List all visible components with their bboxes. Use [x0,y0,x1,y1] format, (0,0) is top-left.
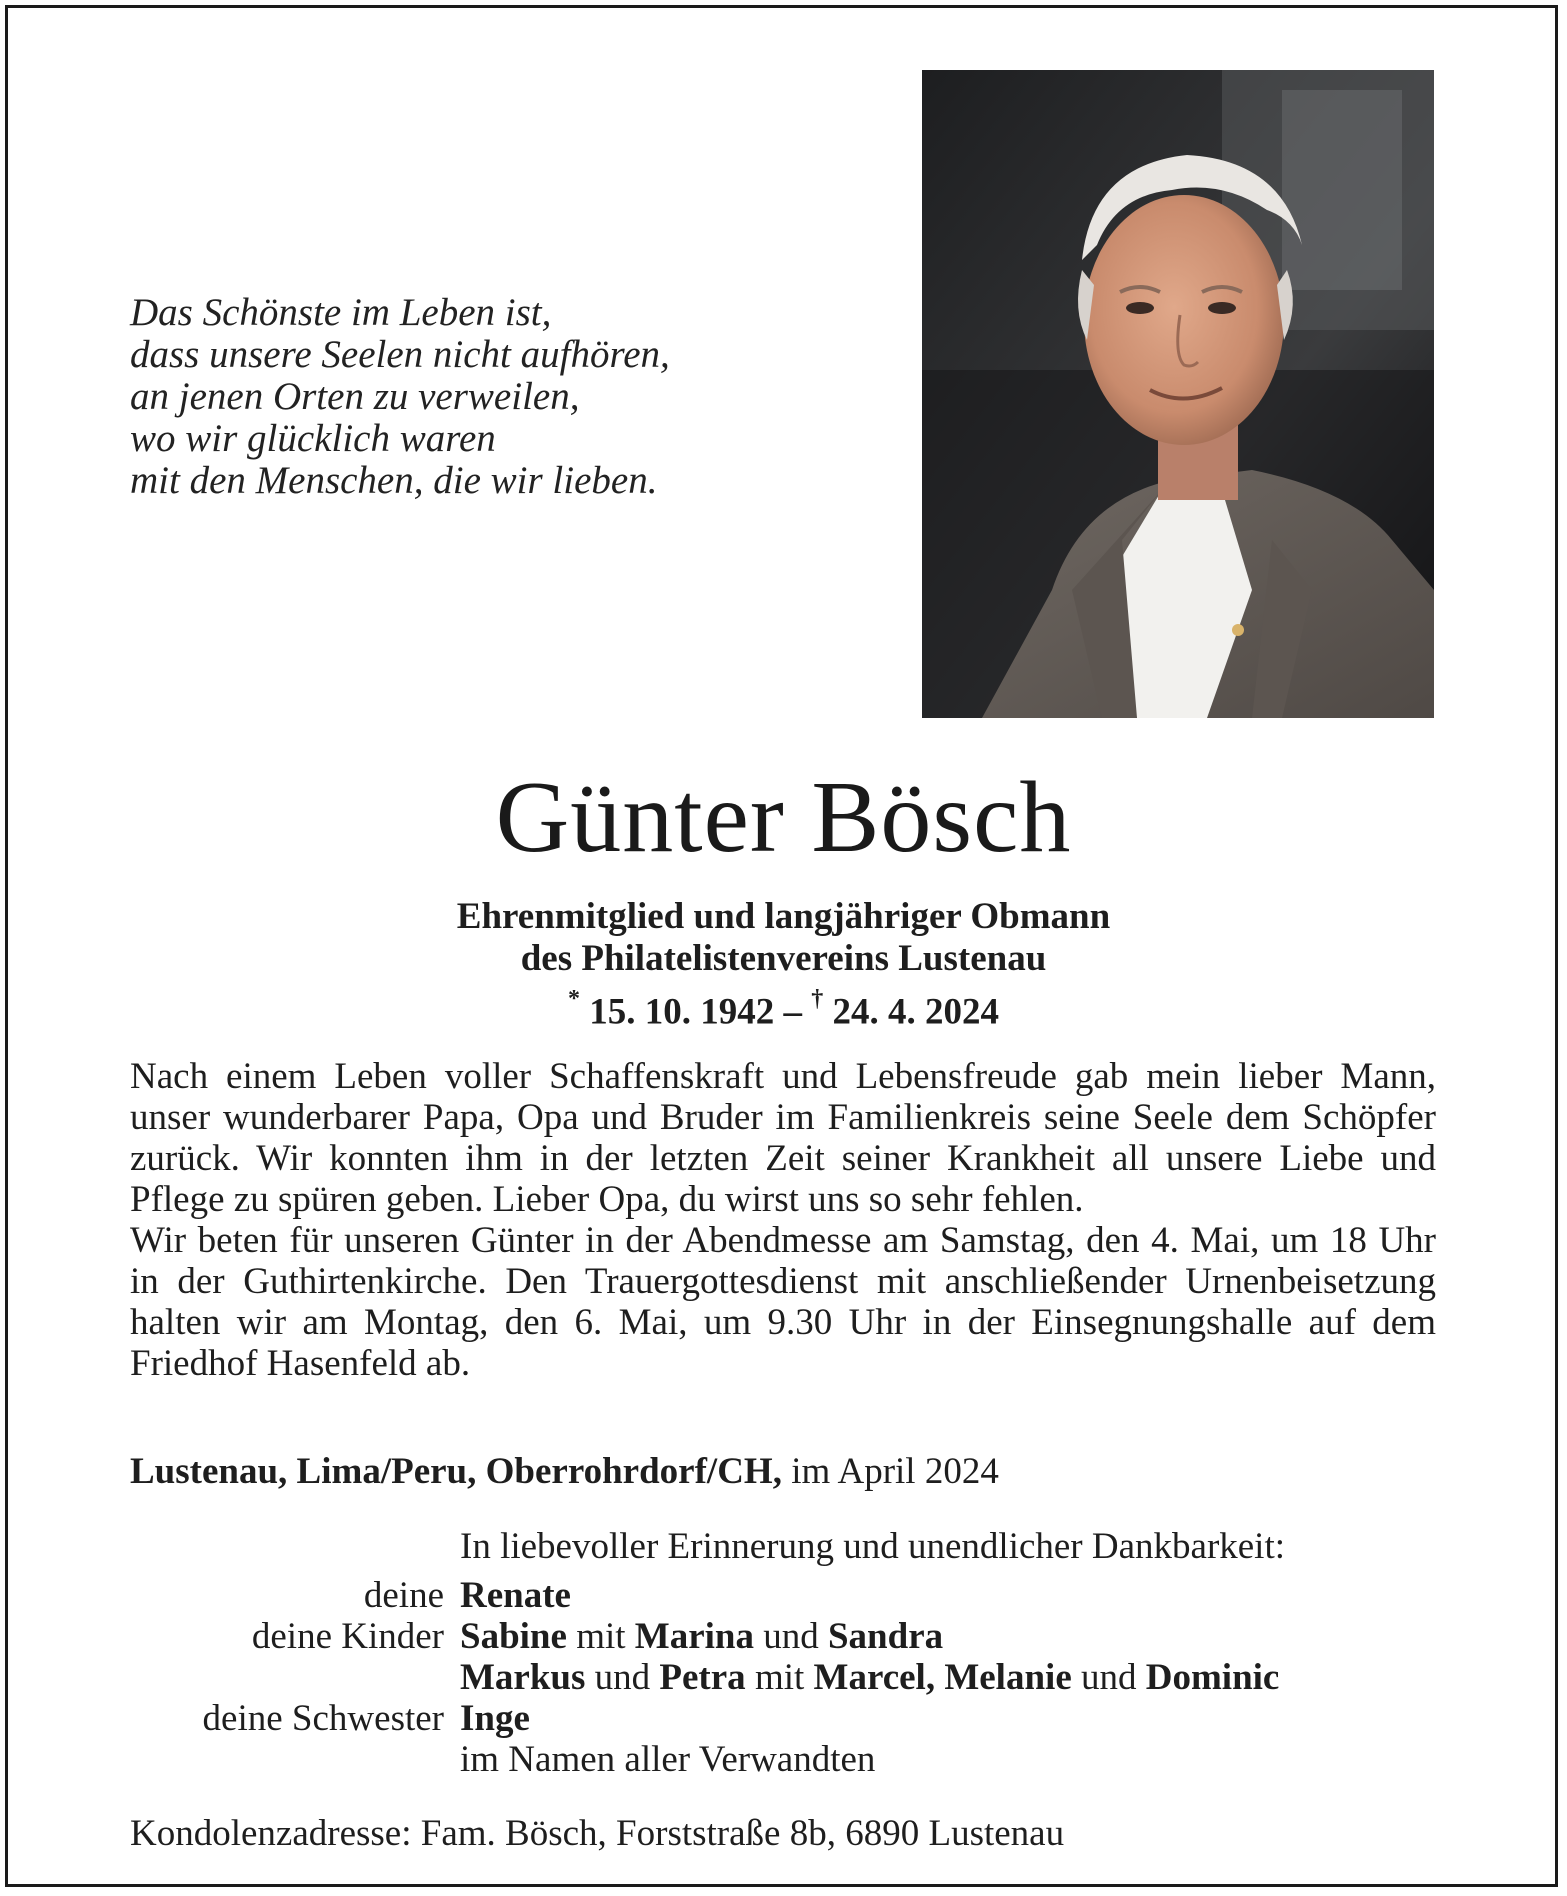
mourner-name: Markus [460,1657,586,1698]
relation-label [0,1739,460,1780]
mourner-name: Marina [634,1616,754,1657]
mourner-name: Sandra [827,1616,944,1657]
announcement-paragraph: Nach einem Leben voller Schaffenskraft und Lebensfreude gab mein lieber Mann, unser wunderbarer Papa, Opa und Bruder im Familienkreis seine Seele dem Schöpfer zurück. Wir konnten ihm in der letzten Zeit seiner Krankheit all unsere Liebe und Pflege zu spüren geben. Lieber Opa, du wirst uns so sehr fehlen. [130,1056,1436,1220]
deceased-name: Günter Bösch [495,761,1072,874]
mourner-row [0,1657,1567,1698]
quote-line: mit den Menschen, die wir lieben. [130,459,658,502]
birth-symbol: * [568,986,580,1012]
condolence-address: Kondolenzadresse: Fam. Bösch, Forststraße 8b, 6890 Lustenau [130,1813,1065,1854]
mourner-name: Dominic [1145,1657,1280,1698]
mourner-row [0,1739,1567,1780]
mourner-row [0,1575,1567,1616]
life-dates [0,982,1567,1033]
mourner-name: Sabine [460,1616,567,1657]
connector-text: und [585,1657,660,1698]
connector-text: mit [745,1657,814,1698]
mourner-name: Petra [659,1657,746,1698]
place-date-line [130,1451,999,1493]
connector-text: und [753,1616,828,1657]
birth-date: 15. 10. 1942 [589,991,775,1033]
quote-line: wo wir glücklich waren [130,417,496,460]
relatives-note: im Namen aller Verwandten [460,1739,876,1780]
month-year: im April 2024 [781,1451,999,1492]
announcement-paragraph: Wir beten für unseren Günter in der Abendmesse am Samstag, den 4. Mai, um 18 Uhr in der Guthirtenkirche. Den Trauergottesdienst mit anschließender Urnenbeisetzung halten wir am Montag, den 6. Mai, um 9.30 Uhr in der Einsegnungshalle auf dem Friedhof Hasenfeld ab. [130,1220,1436,1384]
title-line: Ehrenmitglied und langjähriger Obmann [456,896,1111,937]
quote-line: an jenen Orten zu verweilen, [130,375,580,418]
date-separator: – [774,991,812,1033]
quote-line: Das Schönste im Leben ist, [130,291,552,334]
death-symbol: † [811,986,824,1012]
mourner-row [0,1616,1567,1657]
mourner-name: Inge [460,1698,530,1739]
memorial-quote [130,292,830,502]
quote-line: dass unsere Seelen nicht aufhören, [130,333,670,376]
relation-label: deine Kinder [251,1616,444,1657]
relation-label: deine [363,1575,444,1616]
places: Lustenau, Lima/Peru, Oberrohrdorf/CH, [130,1451,782,1492]
portrait-illustration [922,70,1434,718]
relation-label: deine Schwester [202,1698,444,1739]
mourner-name: Marcel, Melanie [813,1657,1072,1698]
memory-line: In liebevoller Erinnerung und unendlicher Dankbarkeit: [460,1526,1286,1567]
title-line: des Philatelistenvereins Lustenau [520,938,1047,979]
connector-text: mit [566,1616,635,1657]
connector-text: und [1071,1657,1146,1698]
mourner-row [0,1698,1567,1739]
deceased-title [0,896,1567,980]
portrait-photo [922,70,1434,718]
relation-label [0,1657,460,1698]
mourners-list [0,1575,1567,1780]
mourner-name: Renate [460,1575,571,1616]
death-date: 24. 4. 2024 [832,991,999,1033]
announcement-text [130,1056,1436,1384]
